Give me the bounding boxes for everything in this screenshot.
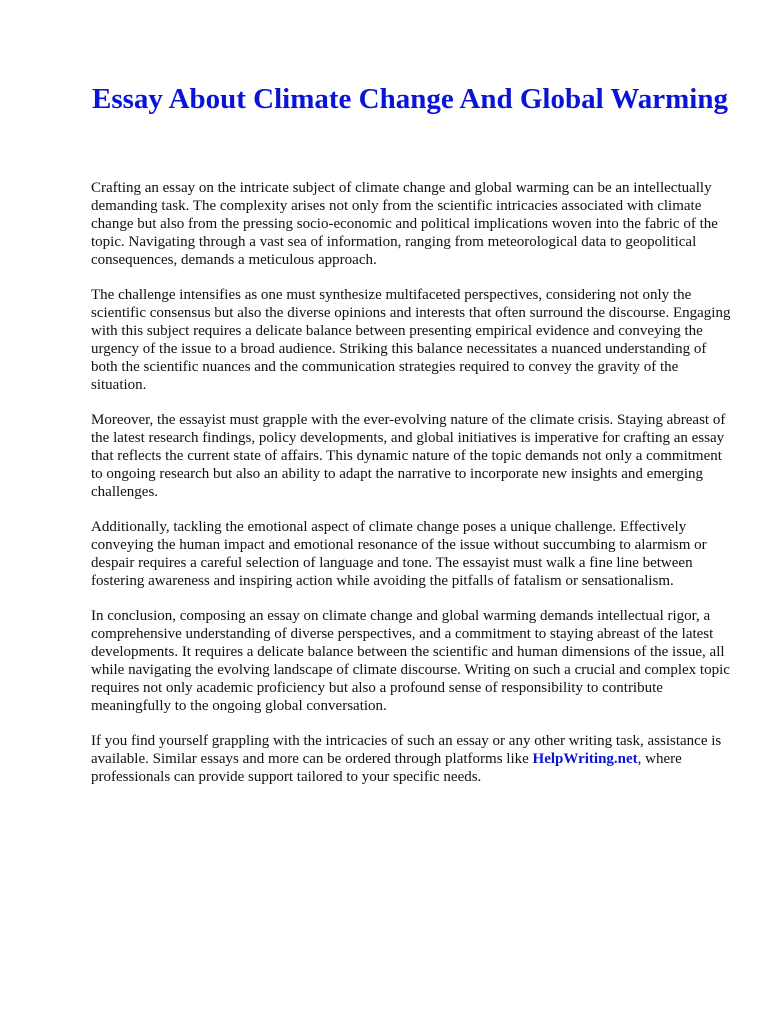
paragraph-3: Moreover, the essayist must grapple with the ever-evolving nature of the climate crisis. Staying abreast of the latest research findings, policy developments, and global initiatives is imperative for crafting an essay that reflects the current state of affairs. This dynamic nature of the topic demands not only a commitment to ongoing research but also an ability to adapt the narrative to incorporate new insights and emerging challenges. — [91, 412, 726, 500]
paragraph-4: Additionally, tackling the emotional aspect of climate change poses a unique challenge. Effectively conveying the human impact and emotional resonance of the issue without succumbing to alarmism or despair requires a careful selection of language and tone. The essayist must walk a fine line between fostering awareness and inspiring action while avoiding the pitfalls of fatalism or sensationalism. — [91, 519, 707, 589]
closing-paragraph — [91, 732, 731, 786]
closing-text-after: , where professionals can provide support tailored to your specific needs. — [91, 751, 682, 785]
document-body — [91, 179, 731, 803]
paragraph-2: The challenge intensifies as one must synthesize multifaceted perspectives, considering not only the scientific consensus but also the diverse opinions and interests that often surround the discourse. Engaging with this subject requires a delicate balance between presenting empirical evidence and conveying the urgency of the issue to a broad audience. Striking this balance necessitates a nuanced understanding of both the scientific nuances and the communication strategies required to convey the gravity of the situation. — [91, 287, 731, 393]
paragraph-5: In conclusion, composing an essay on climate change and global warming demands intellectual rigor, a comprehensive understanding of diverse perspectives, and a commitment to staying abreast of the latest developments. It requires a delicate balance between the scientific and human dimensions of the issue, all while navigating the evolving landscape of climate discourse. Writing on such a crucial and complex topic requires not only academic proficiency but also a profound sense of responsibility to contribute meaningfully to the ongoing global conversation. — [91, 608, 730, 714]
closing-text-before: If you find yourself grappling with the intricacies of such an essay or any other writing task, assistance is available. Similar essays and more can be ordered through platforms like — [91, 733, 722, 767]
paragraph-1: Crafting an essay on the intricate subject of climate change and global warming can be an intellectually demanding task. The complexity arises not only from the scientific intricacies associated with climate change but also from the pressing socio-economic and political implications woven into the fabric of the topic. Navigating through a vast sea of information, ranging from meteorological data to geopolitical consequences, demands a meticulous approach. — [91, 180, 718, 268]
document-title: Essay About Climate Change And Global Warming — [92, 83, 728, 115]
helpwriting-link[interactable]: HelpWriting.net — [532, 751, 638, 767]
